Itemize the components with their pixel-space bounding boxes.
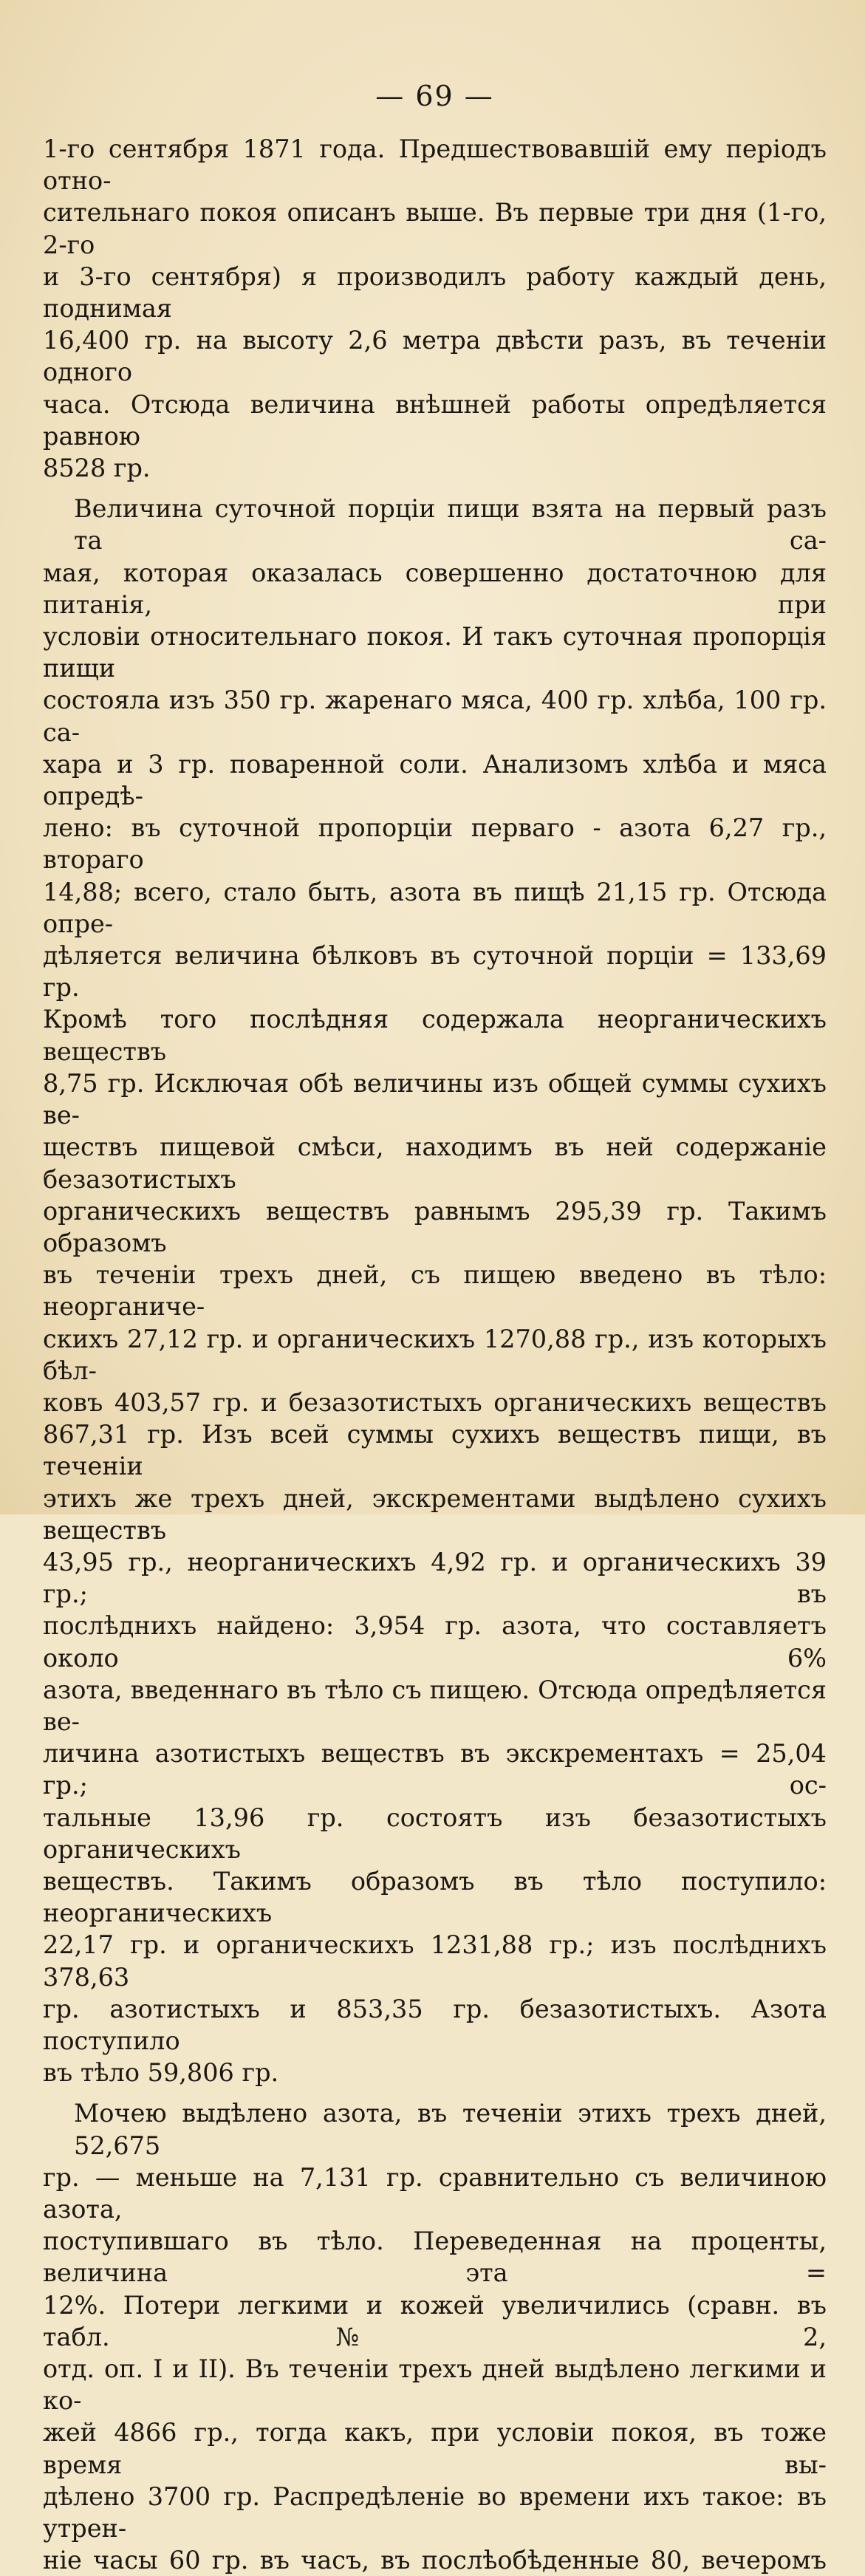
text-line: поступившаго въ тѣло. Переведенная на проценты, величина эта = bbox=[43, 2227, 827, 2288]
text-line: и 3-го сентября) я производилъ работу каждый день, поднимая bbox=[43, 262, 827, 324]
text-line: дѣлено 3700 гр. Распредѣленіе во времени ихъ такое: въ утрен- bbox=[43, 2481, 827, 2543]
text-line: ковъ 403,57 гр. и безазотистыхъ органическихъ веществъ bbox=[43, 1387, 827, 1417]
text-line: 8,75 гр. Исключая обѣ величины изъ общей суммы сухихъ ве- bbox=[43, 1068, 827, 1130]
text-line: 16,400 гр. на высоту 2,6 метра двѣсти разъ, въ теченіи одного bbox=[43, 326, 827, 387]
text-line: гр. азотистыхъ и 853,35 гр. безазотистыхъ. Азота поступило bbox=[43, 1994, 827, 2055]
text-line: Величина суточной порціи пищи взята на первый разъ та са- bbox=[74, 494, 827, 556]
text-line: 867,31 гр. Изъ всей суммы сухихъ веществъ пищи, въ теченіи bbox=[43, 1420, 827, 1481]
text-line: веществъ. Такимъ образомъ въ тѣло поступило: неорганическихъ bbox=[43, 1866, 827, 1928]
text-line: жей 4866 гр., тогда какъ, при условіи покоя, въ тоже время вы- bbox=[43, 2418, 827, 2479]
text-line: послѣднихъ найдено: 3,954 гр. азота, что составляетъ около 6% bbox=[43, 1611, 827, 1673]
text-line: состояла изъ 350 гр. жаренаго мяса, 400 гр. хлѣба, 100 гр. са- bbox=[43, 686, 827, 747]
text-line: Кромѣ того послѣдняя содержала неорганическихъ веществъ bbox=[43, 1005, 827, 1066]
text-line: отд. оп. I и II). Въ теченіи трехъ дней выдѣлено легкими и ко- bbox=[43, 2354, 827, 2416]
page-number: — 69 — bbox=[375, 80, 494, 112]
text-line: 1-го сентября 1871 года. Предшествовавшій ему періодъ отно- bbox=[43, 134, 827, 196]
text-line: скихъ 27,12 гр. и органическихъ 1270,88 гр., изъ которыхъ бѣл- bbox=[43, 1324, 827, 1385]
text-line: 22,17 гр. и органическихъ 1231,88 гр.; изъ послѣднихъ 378,63 bbox=[43, 1930, 827, 1992]
text-line: 14,88; всего, стало быть, азота въ пищѣ 21,15 гр. Отсюда опре- bbox=[43, 877, 827, 938]
text-line: личина азотистыхъ веществъ въ экскрементахъ = 25,04 гр.; ос- bbox=[43, 1739, 827, 1800]
text-line: въ тѣло 59,806 гр. bbox=[43, 2058, 279, 2088]
text-line: лено: въ суточной пропорціи перваго - азота 6,27 гр., втораго bbox=[43, 813, 827, 875]
text-line: 43,95 гр., неорганическихъ 4,92 гр. и органическихъ 39 гр.; въ bbox=[43, 1547, 827, 1609]
text-line: часа. Отсюда величина внѣшней работы опредѣляется равною bbox=[43, 389, 827, 451]
text-line: дѣляется величина бѣлковъ въ суточной порціи = 133,69 гр. bbox=[43, 941, 827, 1002]
text-line: сительнаго покоя описанъ выше. Въ первые три дня (1-го, 2-го bbox=[43, 198, 827, 259]
text-line: ществъ пищевой смѣси, находимъ въ ней содержаніе безазотистыхъ bbox=[43, 1132, 827, 1194]
text-line: тальные 13,96 гр. состоятъ изъ безазотистыхъ органическихъ bbox=[43, 1803, 827, 1864]
text-line: Мочею выдѣлено азота, въ теченіи этихъ трехъ дней, 52,675 bbox=[74, 2099, 827, 2160]
text-line: ніе часы 60 гр. въ часъ, въ послѣобѣденные 80, вечеромъ bbox=[43, 2546, 827, 2575]
text-line: 12%. Потери легкими и кожей увеличились (сравн. въ табл. № 2, bbox=[43, 2290, 827, 2351]
text-line: въ теченіи трехъ дней, съ пищею введено въ тѣло: неорганиче- bbox=[43, 1260, 827, 1322]
text-body bbox=[43, 133, 827, 2576]
text-line: гр. — меньше на 7,131 гр. сравнительно съ величиною азота, bbox=[43, 2162, 827, 2224]
text-line: мая, которая оказалась совершенно достаточною для питанія, при bbox=[43, 558, 827, 619]
text-line: 8528 гр. bbox=[43, 454, 151, 483]
text-line: условіи относительнаго покоя. И такъ суточная пропорція пищи bbox=[43, 622, 827, 683]
text-line: азота, введеннаго въ тѣло съ пищею. Отсюда опредѣляется ве- bbox=[43, 1675, 827, 1736]
text-line: органическихъ веществъ равнымъ 295,39 гр. Такимъ образомъ bbox=[43, 1196, 827, 1257]
text-line: хара и 3 гр. поваренной соли. Анализомъ хлѣба и мяса опредѣ- bbox=[43, 749, 827, 811]
text-line: этихъ же трехъ дней, экскрементами выдѣлено сухихъ веществъ bbox=[43, 1483, 827, 1545]
